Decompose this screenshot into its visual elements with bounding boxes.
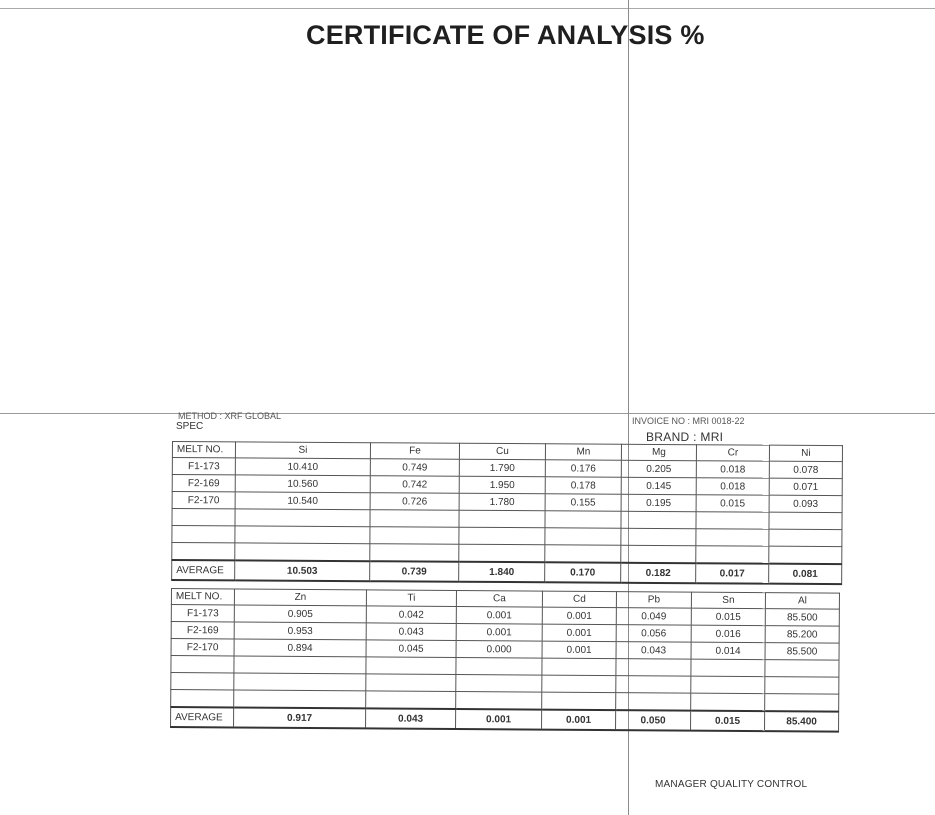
average-cell: 0.170 bbox=[545, 562, 621, 582]
value-cell: 0.071 bbox=[769, 478, 842, 495]
value-cell: 0.178 bbox=[545, 477, 621, 494]
melt-no-cell: F2-170 bbox=[171, 639, 234, 656]
value-cell: 0.894 bbox=[234, 639, 366, 657]
value-cell: 0.015 bbox=[696, 495, 769, 512]
value-cell: 0.001 bbox=[456, 606, 542, 624]
value-cell: 1.950 bbox=[459, 476, 545, 494]
average-cell: 0.001 bbox=[456, 709, 542, 730]
value-cell: 0.018 bbox=[696, 461, 769, 478]
header-cell: Ti bbox=[366, 590, 456, 607]
average-cell: 0.739 bbox=[370, 561, 459, 582]
value-cell: 0.145 bbox=[621, 477, 696, 494]
value-cell: 0.042 bbox=[366, 606, 456, 624]
header-cell: Sn bbox=[691, 592, 765, 609]
header-cell: Si bbox=[235, 442, 370, 459]
value-cell: 0.001 bbox=[456, 623, 542, 641]
header-cell: Al bbox=[765, 593, 839, 610]
signature-label: MANAGER QUALITY CONTROL bbox=[655, 779, 808, 790]
value-cell: 0.726 bbox=[370, 493, 459, 511]
value-cell: 0.049 bbox=[616, 608, 691, 626]
value-cell: 0.000 bbox=[456, 640, 542, 658]
average-row bbox=[172, 560, 842, 584]
header-cell: Cu bbox=[459, 443, 545, 460]
melt-no-cell: F2-169 bbox=[171, 622, 234, 639]
value-cell: 0.001 bbox=[542, 607, 616, 625]
value-cell: 10.540 bbox=[235, 492, 370, 510]
average-cell: 1.840 bbox=[459, 562, 545, 583]
value-cell: 0.195 bbox=[621, 494, 696, 511]
value-cell: 0.749 bbox=[370, 459, 459, 477]
average-cell: 0.015 bbox=[691, 711, 765, 732]
value-cell: 0.016 bbox=[691, 625, 765, 643]
value-cell: 0.045 bbox=[366, 640, 456, 658]
value-cell: 0.953 bbox=[234, 622, 366, 640]
header-cell: Mg bbox=[621, 444, 696, 460]
melt-no-cell: F1-173 bbox=[172, 458, 235, 475]
value-cell: 1.780 bbox=[459, 493, 545, 511]
header-cell: MELT NO. bbox=[172, 442, 235, 458]
average-label: AVERAGE bbox=[172, 560, 235, 580]
value-cell: 0.015 bbox=[691, 608, 765, 626]
value-cell: 0.078 bbox=[769, 461, 842, 478]
average-cell: 10.503 bbox=[235, 560, 370, 581]
header-cell: Cr bbox=[696, 445, 769, 461]
header-cell: MELT NO. bbox=[171, 589, 234, 605]
value-cell: 85.500 bbox=[765, 643, 839, 661]
value-cell: 0.176 bbox=[545, 460, 621, 477]
value-cell: 85.200 bbox=[765, 626, 839, 644]
header-cell: Ca bbox=[456, 590, 542, 607]
method-line-cut: METHOD : XRF GLOBAL bbox=[178, 411, 282, 421]
average-cell: 0.917 bbox=[234, 707, 366, 728]
value-cell: 0.155 bbox=[545, 494, 621, 511]
value-cell: 0.093 bbox=[769, 495, 842, 512]
average-cell: 0.043 bbox=[366, 708, 456, 729]
value-cell: 85.500 bbox=[765, 609, 839, 627]
value-cell: 10.410 bbox=[235, 458, 370, 476]
value-cell: 0.742 bbox=[370, 476, 459, 494]
average-row bbox=[171, 707, 839, 732]
melt-no-cell: F2-169 bbox=[172, 475, 235, 492]
document-title: CERTIFICATE OF ANALYSIS % bbox=[306, 20, 705, 50]
overlay-blank-sheet bbox=[0, 8, 935, 414]
header-cell: Zn bbox=[234, 589, 366, 606]
value-cell: 0.205 bbox=[621, 460, 696, 477]
average-cell: 0.081 bbox=[769, 564, 842, 584]
header-cell: Pb bbox=[616, 592, 691, 609]
value-cell: 10.560 bbox=[235, 475, 370, 493]
spec-label: SPEC bbox=[176, 421, 204, 432]
value-cell: 0.018 bbox=[696, 478, 769, 495]
header-cell: Fe bbox=[370, 443, 459, 460]
value-cell: 0.056 bbox=[616, 625, 691, 643]
header-cell: Mn bbox=[545, 444, 621, 460]
header-cell: Cd bbox=[542, 591, 616, 608]
average-label: AVERAGE bbox=[171, 707, 234, 727]
brand-label: BRAND : MRI bbox=[646, 430, 724, 444]
value-cell: 1.790 bbox=[459, 459, 545, 477]
average-cell: 0.050 bbox=[616, 710, 691, 731]
value-cell: 0.043 bbox=[366, 623, 456, 641]
melt-no-cell: F2-170 bbox=[172, 492, 235, 509]
invoice-line-cut: INVOICE NO : MRI 0018-22 bbox=[632, 416, 745, 426]
average-cell: 0.001 bbox=[542, 710, 616, 731]
average-cell: 0.017 bbox=[696, 563, 769, 583]
analysis-table-2 bbox=[170, 588, 840, 733]
average-cell: 0.182 bbox=[621, 563, 696, 583]
value-cell: 0.014 bbox=[691, 642, 765, 660]
analysis-table-1 bbox=[171, 441, 843, 585]
value-cell: 0.001 bbox=[542, 624, 616, 642]
header-cell: Ni bbox=[769, 445, 842, 461]
melt-no-cell: F1-173 bbox=[171, 605, 234, 622]
value-cell: 0.001 bbox=[542, 641, 616, 659]
value-cell: 0.043 bbox=[616, 642, 691, 660]
average-cell: 85.400 bbox=[765, 711, 839, 732]
value-cell: 0.905 bbox=[234, 605, 366, 623]
